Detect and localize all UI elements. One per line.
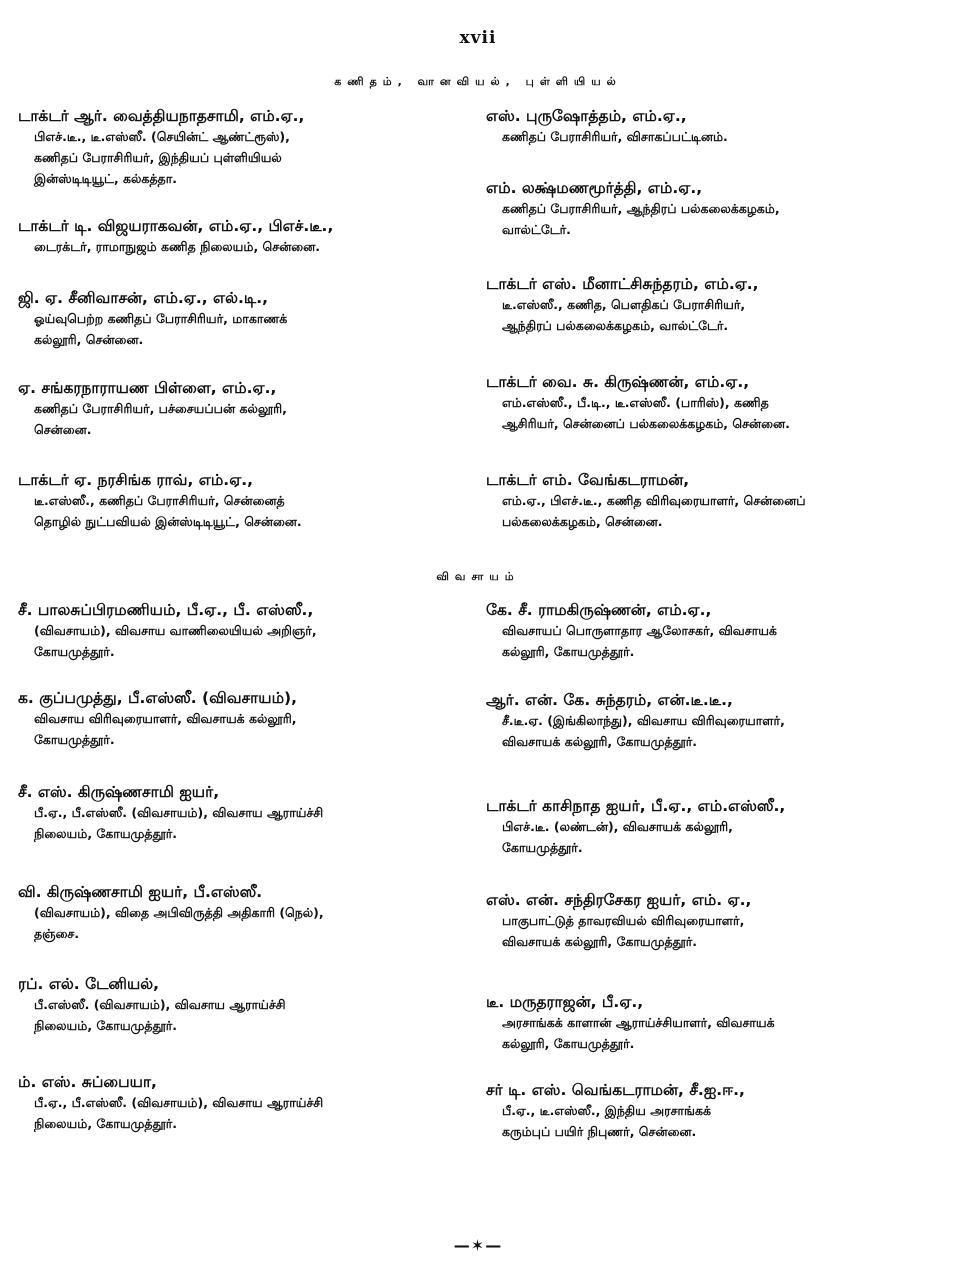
contributor-detail-line: தஞ்சை.: [34, 926, 80, 941]
contributor-entry: [486, 1080, 745, 1142]
contributor-detail-line: டைரக்டர், ராமாநுஜம் கணித நிலையம், சென்னை.: [34, 239, 321, 254]
contributor-entry: [486, 600, 777, 662]
contributor-detail-line: வால்ட்டேர்.: [502, 222, 571, 237]
contributor-name: ஜி. ஏ. சீனிவாசன், எம்.ஏ., எல்.டி.,: [18, 289, 268, 307]
contributor-detail-line: நிலையம், கோயமுத்தூர்.: [34, 1018, 178, 1033]
contributor-entry: [18, 288, 287, 350]
contributor-name: எஸ். என். சந்திரசேகர ஐயர், எம். ஏ.,: [486, 891, 752, 909]
contributor-entry: [18, 782, 323, 844]
contributor-name: டீ. மருதராஜன், பீ.ஏ.,: [486, 993, 644, 1011]
contributor-detail-line: டீ.எஸ்ஸீ., கணித, பௌதிகப் பேராசிரியர்,: [502, 297, 746, 312]
contributor-detail-line: கல்லூரி, கோயமுத்தூர்.: [502, 644, 635, 659]
contributor-name: கே. சீ. ராமகிருஷ்ணன், எம்.ஏ.,: [486, 601, 712, 619]
contributor-detail-line: கல்லூரி, கோயமுத்தூர்.: [502, 1036, 635, 1051]
contributor-name: வி. கிருஷ்ணசாமி ஐயர், பீ.எஸ்ஸீ.: [18, 883, 263, 901]
contributor-detail-line: (விவசாயம்), விவசாய வாணிலையியல் அறிஞர்,: [34, 623, 317, 638]
contributor-name: க. குப்பமுத்து, பீ.எஸ்ஸீ. (விவசாயம்),: [18, 689, 298, 707]
contributor-entry: [486, 690, 785, 752]
contributor-detail-line: நிலையம், கோயமுத்தூர்.: [34, 1116, 178, 1131]
contributor-detail-line: ஓய்வுபெற்ற கணிதப் பேராசிரியர், மாகாணக்: [34, 311, 288, 326]
contributor-detail-line: பிஎச்.டீ. (லண்டன்), விவசாயக் கல்லூரி,: [502, 819, 733, 834]
contributor-detail-line: விவசாயக் கல்லூரி, கோயமுத்தூர்.: [502, 734, 698, 749]
contributor-detail-line: கணிதப் பேராசிரியர், விசாகப்பட்டினம்.: [502, 129, 728, 144]
contributor-name: டாக்டர் ஏ. நரசிங்க ராவ், எம்.ஏ.,: [18, 471, 254, 489]
contributor-detail-line: டீ.எஸ்ஸீ., கணிதப் பேராசிரியர், சென்னைத்: [34, 493, 285, 508]
contributor-detail-line: கோயமுத்தூர்.: [34, 644, 115, 659]
contributor-detail-line: அரசாங்கக் காளான் ஆராய்ச்சியாளர், விவசாயக்: [502, 1015, 775, 1030]
contributor-name: டாக்டர் டி. விஜயராகவன், எம்.ஏ., பிஎச்.டீ.,: [18, 217, 334, 235]
contributor-detail-line: கணிதப் பேராசிரியர், ஆந்திரப் பல்கலைக்கழகம்,: [502, 201, 780, 216]
contributor-name: டாக்டர் காசிநாத ஐயர், பீ.ஏ., எம்.எஸ்ஸீ.,: [486, 797, 786, 815]
contributor-name: ஆர். என். கே. சுந்தரம், என்.டீ.டீ.,: [486, 691, 733, 709]
contributor-name: ம். எஸ். சுப்பையா,: [18, 1073, 157, 1091]
contributor-entry: [486, 372, 790, 434]
contributor-entry: [486, 106, 728, 147]
contributor-name: சர் டி. எஸ். வெங்கடராமன், சீ.ஐ.ஈ.,: [486, 1081, 745, 1099]
contributor-name: டாக்டர் வை. சு. கிருஷ்ணன், எம்.ஏ.,: [486, 373, 750, 391]
contributor-detail-line: சீ.டீ.ஏ. (இங்கிலாந்து), விவசாய விரிவுரையாளர்,: [502, 713, 785, 728]
contributor-detail-line: சென்னை.: [34, 422, 92, 437]
contributor-entry: [486, 178, 780, 240]
contributor-detail-line: விவசாயக் கல்லூரி, கோயமுத்தூர்.: [502, 934, 698, 949]
contributor-detail-line: கல்லூரி, சென்னை.: [34, 332, 144, 347]
contributor-detail-line: கணிதப் பேராசிரியர், இந்தியப் புள்ளியியல்: [34, 150, 282, 165]
contributor-name: எஸ். புருஷோத்தம், எம்.ஏ.,: [486, 107, 687, 125]
contributor-detail-line: கோயமுத்தூர்.: [34, 732, 115, 747]
contributor-detail-line: எம்.ஏ., பிஎச்.டீ., கணித விரிவுரையாளர், சென்னைப்: [502, 493, 806, 508]
contributor-detail-line: விவசாய விரிவுரையாளர், விவசாயக் கல்லூரி,: [34, 711, 297, 726]
contributor-detail-line: இன்ஸ்டிடியூட், கல்கத்தா.: [34, 171, 177, 186]
contributor-detail-line: பீ.ஏ., பீ.எஸ்ஸீ. (விவசாயம்), விவசாய ஆராய்ச்சி: [34, 1095, 324, 1110]
section-heading-agriculture: விவசாயம்: [436, 570, 520, 583]
contributor-detail-line: ஆந்திரப் பல்கலைக்கழகம், வால்ட்டேர்.: [502, 318, 729, 333]
contributor-detail-line: எம்.எஸ்ஸீ., பீ.டி., டீ.எஸ்ஸீ. (பாரிஸ்), கணித: [502, 395, 769, 410]
contributor-detail-line: விவசாயப் பொருளாதார ஆலோசகர், விவசாயக்: [502, 623, 777, 638]
contributor-name: சீ. எஸ். கிருஷ்ணசாமி ஐயர்,: [18, 783, 220, 801]
contributor-entry: [18, 470, 302, 532]
contributor-name: சீ. பாலசுப்பிரமணியம், பீ.ஏ., பீ. எஸ்ஸீ.,: [18, 601, 314, 619]
contributor-detail-line: ஆசிரியர், சென்னைப் பல்கலைக்கழகம், சென்னை.: [502, 416, 790, 431]
contributor-detail-line: (விவசாயம்), விதை அபிவிருத்தி அதிகாரி (நெல்),: [34, 905, 324, 920]
contributor-detail-line: பீ.எஸ்ஸீ. (விவசாயம்), விவசாய ஆராய்ச்சி: [34, 997, 286, 1012]
contributor-entry: [18, 378, 287, 440]
contributor-detail-line: பிஎச்.டீ., டீ.எஸ்ஸீ. (செயின்ட் ஆண்ட்ரூஸ்),: [34, 129, 290, 144]
footer-ornament: —✶—: [453, 1236, 503, 1255]
contributor-entry: [18, 882, 324, 944]
contributor-entry: [486, 890, 751, 952]
contributor-detail-line: பல்கலைக்கழகம், சென்னை.: [502, 514, 663, 529]
contributor-detail-line: பீ.ஏ., பீ.எஸ்ஸீ. (விவசாயம்), விவசாய ஆராய்ச்சி: [34, 805, 324, 820]
contributor-detail-line: கணிதப் பேராசிரியர், பச்சையப்பன் கல்லூரி,: [34, 401, 287, 416]
contributor-entry: [486, 274, 759, 336]
contributor-name: டாக்டர் எம். வேங்கடராமன்,: [486, 471, 690, 489]
contributor-entry: [486, 470, 806, 532]
contributor-entry: [18, 106, 304, 189]
contributor-detail-line: கரும்புப் பயிர் நிபுணர், சென்னை.: [502, 1124, 697, 1139]
contributor-detail-line: நிலையம், கோயமுத்தூர்.: [34, 826, 178, 841]
contributor-detail-line: பாகுபாட்டுத் தாவரவியல் விரிவுரையாளர்,: [502, 913, 745, 928]
contributor-entry: [18, 600, 317, 662]
contributor-detail-line: பீ.ஏ., டீ.எஸ்ஸீ., இந்திய அரசாங்கக்: [502, 1103, 711, 1118]
contributor-entry: [18, 216, 333, 257]
contributor-entry: [18, 688, 297, 750]
contributor-name: ரப். எல். டேனியல்,: [18, 975, 159, 993]
contributor-entry: [486, 992, 775, 1054]
contributor-entry: [486, 796, 785, 858]
contributor-detail-line: தொழில் நுட்பவியல் இன்ஸ்டிடியூட், சென்னை.: [34, 514, 302, 529]
contributor-entry: [18, 1072, 323, 1134]
contributor-entry: [18, 974, 286, 1036]
contributor-name: டாக்டர் எஸ். மீனாட்சிசுந்தரம், எம்.ஏ.,: [486, 275, 759, 293]
contributor-name: ஏ. சங்கரநாராயண பிள்ளை, எம்.ஏ.,: [18, 379, 277, 397]
contributor-name: எம். லக்ஷ்மணமூர்த்தி, எம்.ஏ.,: [486, 179, 703, 197]
section-heading-mathematics: கணிதம், வானவியல், புள்ளியியல்: [334, 75, 622, 88]
contributor-name: டாக்டர் ஆர். வைத்தியநாதசாமி, எம்.ஏ.,: [18, 107, 305, 125]
contributor-detail-line: கோயமுத்தூர்.: [502, 840, 583, 855]
page-number: xvii: [459, 28, 497, 48]
